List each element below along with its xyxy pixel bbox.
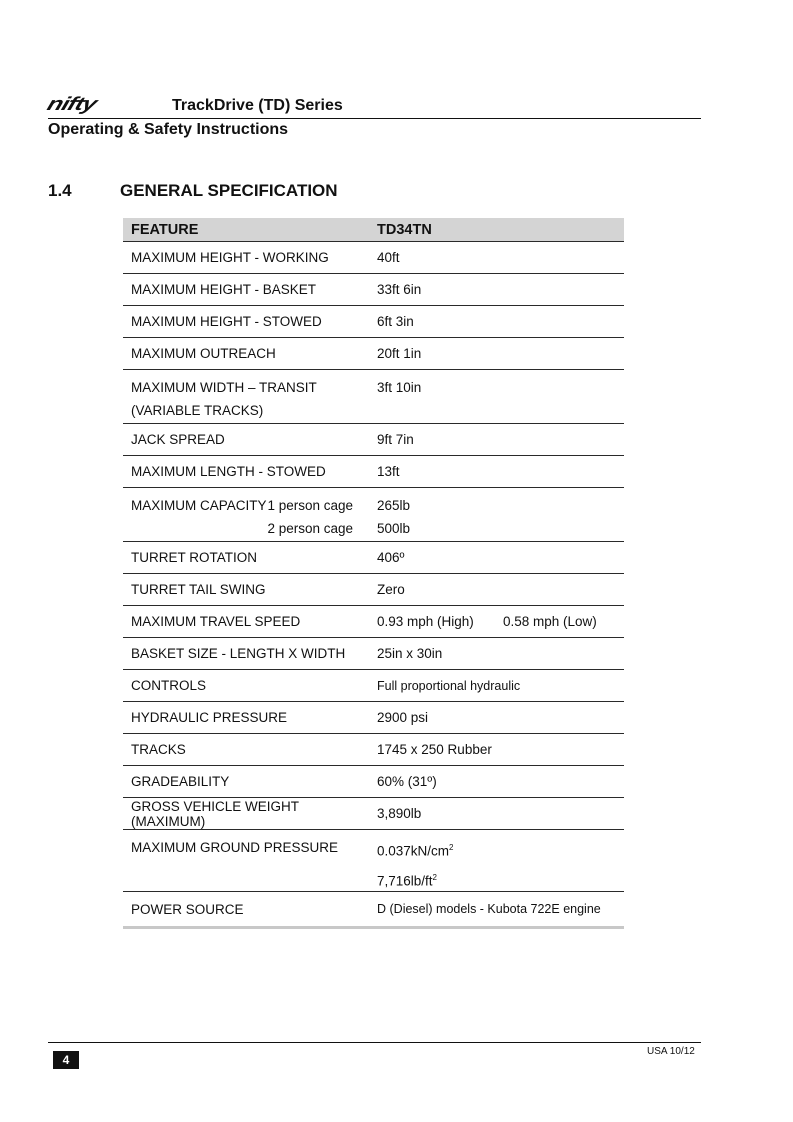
- value-cell: 33ft 6in: [377, 282, 422, 297]
- value-cell: 6ft 3in: [377, 314, 414, 329]
- table-row: [123, 370, 624, 424]
- feature-cell: BASKET SIZE - LENGTH X WIDTH: [131, 646, 346, 661]
- table-row: [123, 306, 624, 338]
- feature-line: MAXIMUM GROUND PRESSURE: [131, 840, 339, 855]
- header-feature: FEATURE: [131, 221, 199, 238]
- feature-cell: [123, 376, 369, 423]
- capacity-sublabels: [267, 494, 353, 541]
- capacity-sub-1: 1 person cage: [267, 498, 353, 513]
- table-row: [123, 670, 624, 702]
- feature-cell: MAXIMUM HEIGHT - STOWED: [131, 314, 322, 329]
- capacity-label: MAXIMUM CAPACITY: [131, 498, 267, 513]
- header-model: TD34TN: [377, 221, 432, 238]
- page-number: 4: [53, 1051, 79, 1069]
- ground-pressure-imperial: [377, 866, 624, 889]
- table-row: [123, 766, 624, 798]
- feature-cell: [123, 836, 369, 891]
- table-row: [123, 488, 624, 542]
- capacity-value-1: 265lb: [377, 498, 411, 513]
- spec-table: [123, 218, 624, 929]
- table-row: [123, 542, 624, 574]
- table-row: [123, 702, 624, 734]
- value-cell: [369, 614, 624, 629]
- table-row: [123, 274, 624, 306]
- document-subtitle: Operating & Safety Instructions: [48, 121, 289, 138]
- value-line: 3ft 10in: [377, 380, 422, 395]
- value-cell: [369, 494, 624, 541]
- feature-line: (VARIABLE TRACKS): [131, 403, 264, 418]
- value-cell: 1745 x 250 Rubber: [377, 742, 492, 757]
- value-cell: 40ft: [377, 250, 400, 265]
- value-cell: 13ft: [377, 464, 400, 479]
- value-cell: 2900 psi: [377, 710, 429, 725]
- capacity-value-2: 500lb: [377, 521, 411, 536]
- table-row: [123, 424, 624, 456]
- feature-cell: POWER SOURCE: [131, 901, 244, 917]
- table-row: [123, 734, 624, 766]
- footer-code: USA 10/12: [647, 1046, 695, 1057]
- feature-line: MAXIMUM WIDTH – TRANSIT: [131, 380, 317, 395]
- value-cell: Zero: [377, 582, 405, 597]
- section-title: GENERAL SPECIFICATION: [120, 181, 338, 200]
- superscript: 2: [449, 843, 454, 852]
- feature-cell: TRACKS: [131, 742, 186, 757]
- value-cell: 20ft 1in: [377, 346, 422, 361]
- feature-cell: MAXIMUM TRAVEL SPEED: [131, 614, 301, 629]
- ground-pressure-imperial-text: 7,716lb/ft: [377, 873, 433, 889]
- value-cell: [369, 836, 624, 891]
- table-row: [123, 830, 624, 892]
- table-row: [123, 574, 624, 606]
- table-row: [123, 638, 624, 670]
- value-cell: 3,890lb: [377, 806, 422, 821]
- series-title: TrackDrive (TD) Series: [172, 97, 343, 114]
- feature-cell: MAXIMUM OUTREACH: [131, 346, 276, 361]
- feature-cell: MAXIMUM HEIGHT - BASKET: [131, 282, 317, 297]
- value-cell: D (Diesel) models - Kubota 722E engine: [377, 902, 601, 916]
- section-number: 1.4: [48, 181, 72, 200]
- feature-cell: MAXIMUM LENGTH - STOWED: [131, 464, 326, 479]
- feature-cell: MAXIMUM HEIGHT - WORKING: [131, 250, 329, 265]
- ground-pressure-metric-text: 0.037kN/cm: [377, 843, 450, 859]
- value-cell: Full proportional hydraulic: [377, 678, 521, 693]
- value-cell: 406º: [377, 550, 405, 565]
- value-cell: 25in x 30in: [377, 646, 443, 661]
- speed-low: 0.58 mph (Low): [503, 614, 597, 629]
- nifty-logo: nifty: [44, 93, 100, 115]
- feature-cell: CONTROLS: [131, 678, 207, 693]
- value-cell: [369, 376, 624, 423]
- value-cell: 9ft 7in: [377, 432, 414, 447]
- table-row: [123, 242, 624, 274]
- superscript: 2: [432, 873, 437, 882]
- speed-high: 0.93 mph (High): [377, 614, 474, 629]
- feature-cell: GROSS VEHICLE WEIGHT (MAXIMUM): [131, 798, 299, 829]
- ground-pressure-metric: [377, 836, 624, 859]
- table-row: [123, 798, 624, 830]
- feature-cell: GRADEABILITY: [131, 774, 230, 789]
- table-row: [123, 892, 624, 926]
- feature-cell: HYDRAULIC PRESSURE: [131, 710, 288, 725]
- table-row: [123, 456, 624, 488]
- feature-cell: JACK SPREAD: [131, 432, 225, 447]
- value-cell: 60% (31º): [377, 774, 437, 789]
- feature-cell: TURRET TAIL SWING: [131, 582, 266, 597]
- capacity-sub-2: 2 person cage: [267, 521, 353, 536]
- footer-rule: [48, 1042, 701, 1043]
- table-row: [123, 338, 624, 370]
- table-header-row: [123, 218, 624, 242]
- feature-cell: [123, 494, 369, 541]
- table-row: [123, 606, 624, 638]
- feature-cell: TURRET ROTATION: [131, 550, 257, 565]
- header-rule: [48, 118, 701, 119]
